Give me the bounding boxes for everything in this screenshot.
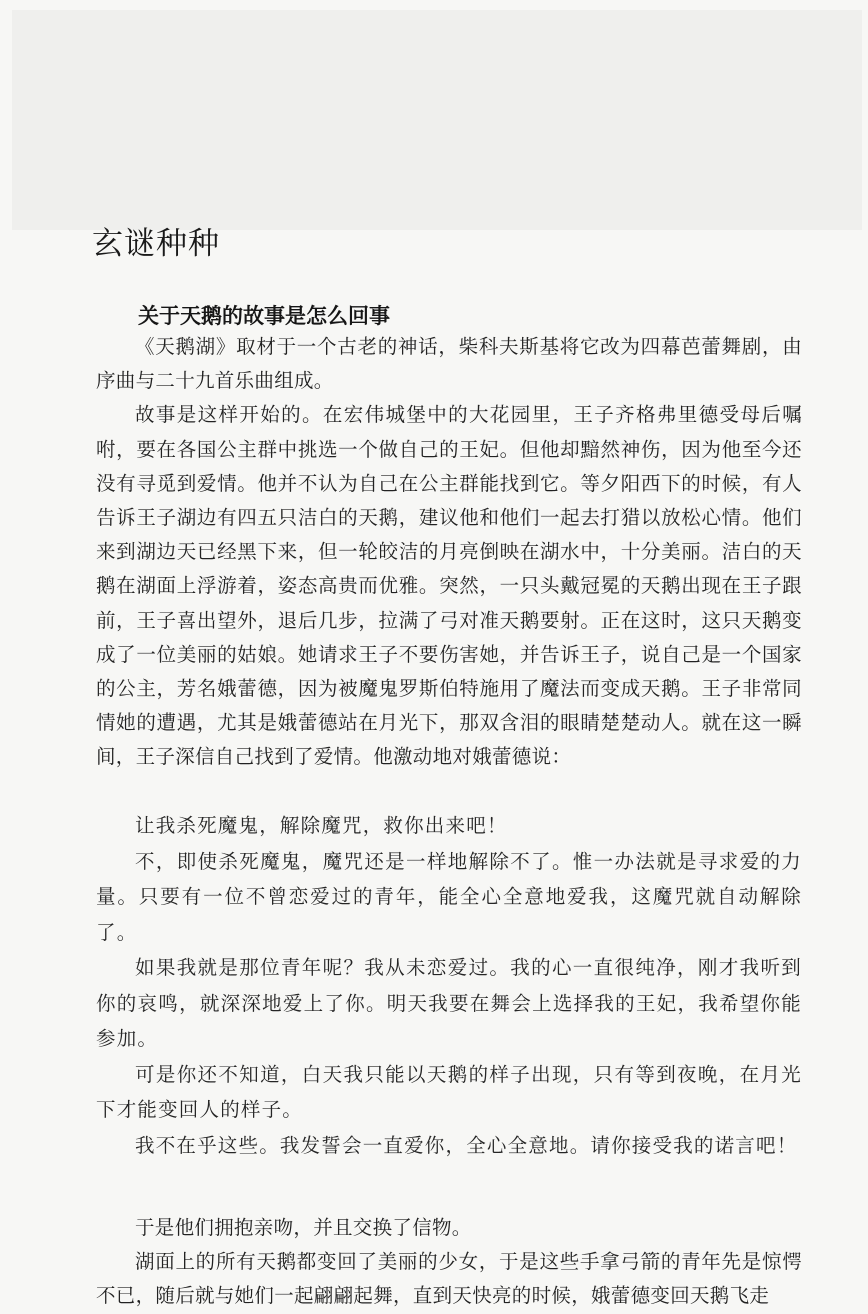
paragraph: 《天鹅湖》取材于一个古老的神话，柴科夫斯基将它改为四幕芭蕾舞剧，由序曲与二十九首乐曲组成。 — [96, 335, 802, 393]
paragraph: 湖面上的所有天鹅都变回了美丽的少女，于是这些手拿弓箭的青年先是惊愕不已，随后就与她们一起翩翩起舞，直到天快亮的时候，娥蕾德变回天鹅飞走 — [96, 1250, 802, 1308]
dialogue-line: 不，即使杀死魔鬼，魔咒还是一样地解除不了。惟一办法就是寻求爱的力量。只要有一位不曾恋爱过的青年，能全心全意地爱我，这魔咒就自动解除了。 — [96, 849, 802, 944]
paragraph: 于是他们拥抱亲吻，并且交换了信物。 — [135, 1216, 472, 1239]
intro-text — [96, 330, 802, 775]
dialogue-text — [96, 808, 802, 1163]
closing-text — [96, 1211, 802, 1314]
dialogue-line: 让我杀死魔鬼，解除魔咒，救你出来吧！ — [135, 814, 508, 837]
paragraph: 故事是这样开始的。在宏伟城堡中的大花园里，王子齐格弗里德受母后嘱咐，要在各国公主群中挑选一个做自己的王妃。但他却黯然神伤，因为他至今还没有寻觅到爱情。他并不认为自己在公主群能找到它。等夕阳西下的时候，有人告诉王子湖边有四五只洁白的天鹅，建议他和他们一起去打猎以放松心情。他们来到湖边天已经黑下来，但一轮皎洁的月亮倒映在湖水中，十分美丽。洁白的天鹅在湖面上浮游着，姿态高贵而优雅。突然，一只头戴冠冕的天鹅出现在王子跟前，王子喜出望外，退后几步，拉满了弓对准天鹅要射。正在这时，这只天鹅变成了一位美丽的姑娘。她请求王子不要伤害她，并告诉王子，说自己是一个国家的公主，芳名娥蕾德，因为被魔鬼罗斯伯特施用了魔法而变成天鹅。王子非常同情她的遭遇，尤其是娥蕾德站在月光下，那双含泪的眼睛楚楚动人。就在这一瞬间，王子深信自己找到了爱情。他激动地对娥蕾德说： — [96, 403, 802, 769]
dialogue-line: 如果我就是那位青年呢？我从未恋爱过。我的心一直很纯净，刚才我听到你的哀鸣，就深深地爱上了你。明天我要在舞会上选择我的王妃，我希望你能参加。 — [96, 956, 802, 1050]
dialogue-line: 我不在乎这些。我发誓会一直爱你，全心全意地。请你接受我的诺言吧！ — [135, 1133, 798, 1157]
dialogue-line: 可是你还不知道，白天我只能以天鹅的样子出现，只有等到夜晚，在月光下才能变回人的样子。 — [96, 1062, 802, 1121]
chapter-title: 玄谜种种 — [92, 226, 220, 262]
section-heading: 关于天鹅的故事是怎么回事 — [138, 304, 390, 328]
